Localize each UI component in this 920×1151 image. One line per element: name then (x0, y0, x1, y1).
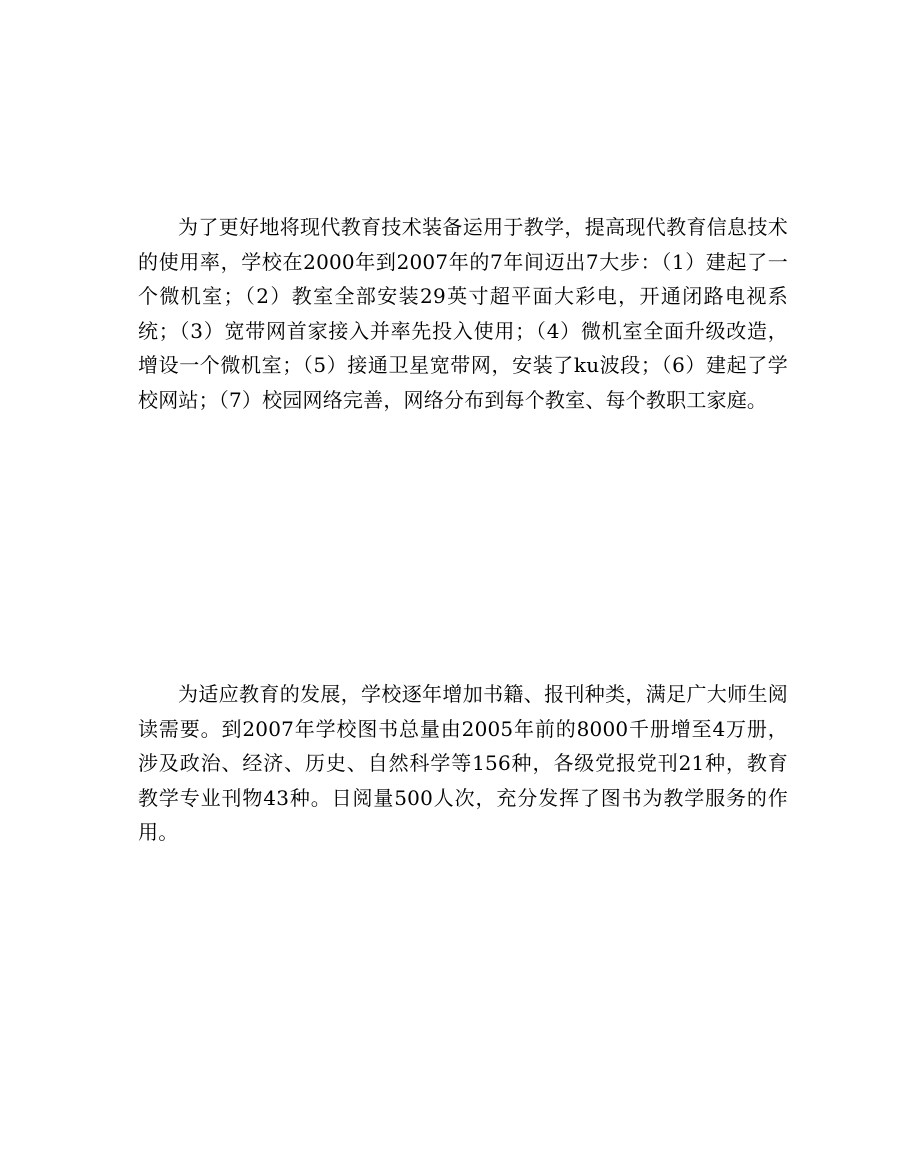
paragraph-equipment: 为了更好地将现代教育技术装备运用于教学，提高现代教育信息技术的使用率，学校在2000年到2007年的7年间迈出7大步：（1）建起了一个微机室；（2）教室全部安装29英寸超平面大彩电，开通闭路电视系统；（3）宽带网首家接入并率先投入使用；（4）微机室全面升级改造，增设一个微机室；（5）接通卫星宽带网，安装了ku波段；（6）建起了学校网站；（7）校园网络完善，网络分布到每个教室、每个教职工家庭。 (138, 215, 788, 412)
paragraph-library: 为适应教育的发展，学校逐年增加书籍、报刊种类，满足广大师生阅读需要。到2007年学校图书总量由2005年前的8000千册增至4万册，涉及政治、经济、历史、自然科学等156种，各级党报党刊21种，教育教学专业刊物43种。日阅量500人次，充分发挥了图书为教学服务的作用。 (138, 682, 788, 845)
